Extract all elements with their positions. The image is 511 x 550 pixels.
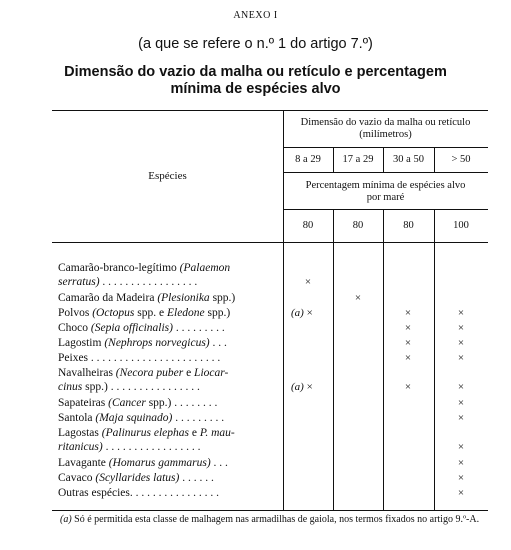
col-divider-2b	[333, 209, 334, 510]
col-divider-1	[283, 110, 284, 510]
footnote-text: Só é permitida esta classe de malhagem nas armadilhas de gaiola, nos termos fixados no artigo 9.º-A.	[71, 514, 480, 525]
mark-lavagante-gt50: ×	[457, 457, 465, 469]
mark-symbol: ×	[306, 381, 313, 393]
species-latin: (Plesionika	[157, 292, 210, 304]
mark-sapateiras-gt50: ×	[457, 397, 465, 409]
mark-navalheiras-8-29	[291, 380, 313, 394]
annex-label: ANEXO I	[233, 10, 278, 21]
mesh-header-divider	[283, 147, 488, 148]
header-bottom-border	[52, 242, 488, 243]
species-text: Lagostim	[58, 337, 105, 349]
species-latin: cinus	[58, 381, 83, 393]
species-text: Polvos	[58, 307, 93, 319]
size-row-divider	[283, 172, 488, 173]
species-latin: (Maja squinado)	[95, 412, 173, 424]
pct-header-divider	[283, 209, 488, 210]
species-row-camarao-madeira	[58, 291, 235, 305]
species-row-sapateiras	[58, 396, 217, 410]
mark-camarao-branco-8-29: ×	[304, 276, 312, 288]
species-latin: (Cancer	[108, 397, 146, 409]
species-row-camarao-branco	[58, 261, 230, 289]
mark-camarao-madeira-17-29: ×	[354, 292, 362, 304]
species-header: Espécies	[148, 170, 187, 182]
pct-header	[283, 180, 488, 204]
mark-choco-30-50: ×	[404, 322, 412, 334]
species-text: Lavagante	[58, 457, 109, 469]
col-divider-4b	[434, 209, 435, 510]
mark-outras-gt50: ×	[457, 487, 465, 499]
mark-peixes-30-50: ×	[404, 352, 412, 364]
species-text: Santola	[58, 412, 96, 424]
species-text: spp.)	[204, 307, 231, 319]
table-bottom-border	[52, 510, 488, 511]
mark-symbol: ×	[306, 307, 313, 319]
species-text: Sapateiras	[58, 397, 109, 409]
species-latin: P. mau-	[199, 427, 235, 439]
mark-peixes-gt50: ×	[457, 352, 465, 364]
mark-a-label: (a)	[291, 381, 304, 393]
table-top-border	[52, 110, 488, 111]
mark-polvos-30-50: ×	[404, 307, 412, 319]
species-latin: (Necora puber	[115, 367, 184, 379]
species-latin: (Homarus gammarus)	[108, 457, 211, 469]
pct-header-line-1: Percentagem mínima de espécies alvo	[305, 180, 466, 191]
leader-dots: . . . . . . . . . . . . . . . .	[129, 487, 219, 499]
footnote	[60, 514, 500, 526]
pct-col-4: 100	[453, 220, 469, 231]
species-latin: (Scyllarides latus)	[95, 472, 180, 484]
mark-choco-gt50: ×	[457, 322, 465, 334]
mesh-header-line-2: (milímetros)	[359, 129, 412, 140]
leader-dots: . . . . . . . . . . . . . . . . .	[102, 441, 201, 453]
species-row-santola	[58, 411, 224, 425]
species-row-outras	[58, 486, 219, 500]
size-col-3: 30 a 50	[393, 154, 424, 165]
species-text: spp.)	[145, 397, 172, 409]
species-row-navalheiras	[58, 366, 228, 394]
size-col-1: 8 a 29	[295, 154, 321, 165]
mark-polvos-gt50: ×	[457, 307, 465, 319]
species-latin: serratus)	[58, 276, 100, 288]
mesh-header-line-1: Dimensão do vazio da malha ou retículo	[300, 117, 471, 128]
footnote-marker: (a)	[60, 514, 72, 525]
species-text: Peixes	[58, 352, 89, 364]
species-latin: (Palinurus elephas	[101, 427, 189, 439]
leader-dots: . . . . . . . . .	[173, 322, 225, 334]
species-text: spp.)	[82, 381, 108, 393]
species-row-choco	[58, 321, 225, 335]
mark-polvos-8-29	[291, 306, 313, 320]
species-row-lagostas	[58, 426, 235, 454]
species-text: e	[183, 367, 195, 379]
size-col-2: 17 a 29	[342, 154, 374, 165]
title-line-1: Dimensão do vazio da malha ou retículo e percentagem	[64, 64, 447, 80]
species-text: Cavaco	[58, 472, 96, 484]
col-divider-3b	[383, 209, 384, 510]
species-latin: (Octopus	[92, 307, 135, 319]
species-text: Choco	[58, 322, 91, 334]
species-row-lagostim	[58, 336, 227, 350]
species-latin: Liocar-	[194, 367, 229, 379]
pct-col-1: 80	[302, 220, 314, 231]
species-text: Lagostas	[58, 427, 102, 439]
title-line-2: mínima de espécies alvo	[170, 81, 341, 97]
mark-navalheiras-gt50: ×	[457, 381, 465, 393]
mesh-size-header	[283, 117, 488, 141]
table-title	[40, 64, 471, 98]
pct-col-3: 80	[403, 220, 414, 231]
leader-dots: . . . . . . . . . . . . . . . . .	[99, 276, 198, 288]
article-reference: (a que se refere o n.º 1 do artigo 7.º)	[138, 36, 373, 52]
leader-dots: . . .	[209, 337, 227, 349]
mark-a-label: (a)	[291, 307, 304, 319]
leader-dots: . . . . . . . .	[171, 397, 218, 409]
leader-dots: . . .	[210, 457, 228, 469]
species-text: Outras espécies	[58, 487, 130, 499]
species-row-peixes	[58, 351, 220, 365]
size-col-4: > 50	[451, 154, 471, 165]
leader-dots: . . . . . . . . . . . . . . . . . . . . . . .	[88, 352, 221, 364]
species-row-cavaco	[58, 471, 214, 485]
leader-dots: . . . . . .	[179, 472, 214, 484]
mark-navalheiras-30-50: ×	[404, 381, 412, 393]
pct-col-2: 80	[352, 220, 364, 231]
species-latin: ritanicus)	[58, 441, 103, 453]
mark-santola-gt50: ×	[457, 412, 465, 424]
mark-lagostim-gt50: ×	[457, 337, 465, 349]
species-text: Navalheiras	[58, 367, 116, 379]
species-text: spp.)	[209, 292, 236, 304]
leader-dots: . . . . . . . . . . . . . . . .	[107, 381, 200, 393]
species-latin: (Palaemon	[179, 262, 231, 274]
species-text: e	[188, 427, 200, 439]
species-latin: Eledone	[166, 307, 205, 319]
mark-lagostim-30-50: ×	[404, 337, 412, 349]
leader-dots: . . . . . . . . .	[172, 412, 225, 424]
species-text: Camarão da Madeira	[58, 292, 158, 304]
mark-lagostas-gt50: ×	[457, 441, 465, 453]
mark-cavaco-gt50: ×	[457, 472, 465, 484]
species-latin: (Sepia officinalis)	[90, 322, 173, 334]
pct-header-line-2: por maré	[366, 192, 405, 203]
species-text: Camarão-branco-legítimo	[58, 262, 180, 274]
species-row-polvos	[58, 306, 230, 320]
species-text: spp. e	[134, 307, 167, 319]
species-latin: (Nephrops norvegicus)	[104, 337, 210, 349]
species-row-lavagante	[58, 456, 228, 470]
